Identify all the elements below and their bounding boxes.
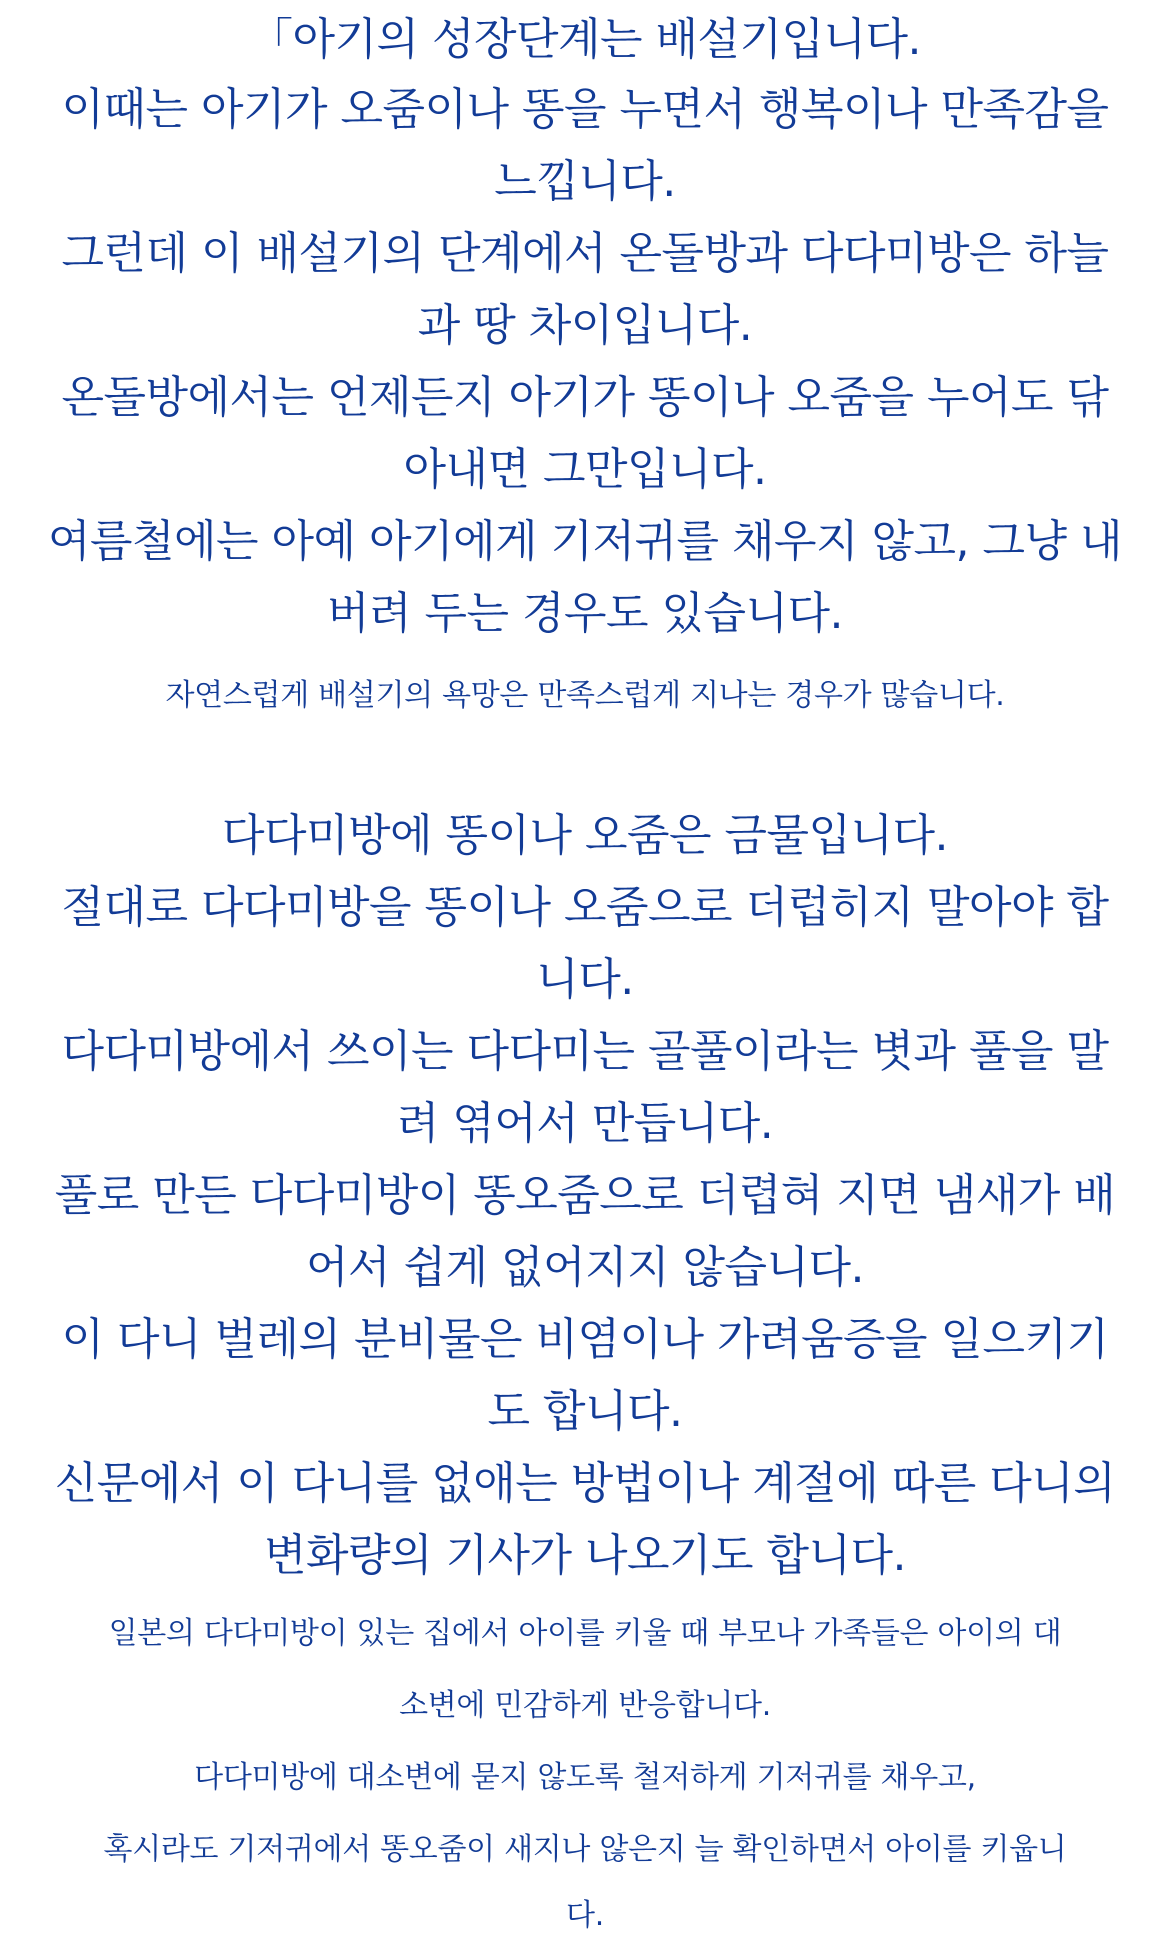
small-paragraph-line: 다. xyxy=(566,1898,604,1933)
paragraph-line: 아내면 그만입니다. xyxy=(403,444,767,495)
paragraph-line: 려 엮어서 만듭니다. xyxy=(396,1098,774,1149)
paragraph-line: 그런데 이 배설기의 단계에서 온돌방과 다다미방은 하늘 xyxy=(61,228,1109,279)
paragraph-line: 다다미방에 똥이나 오줌은 금물입니다. xyxy=(221,810,948,861)
paragraph-line: 「아기의 성장단계는 배설기입니다. xyxy=(248,14,921,65)
paragraph-line: 도 합니다. xyxy=(487,1386,683,1437)
paragraph-line: 니다. xyxy=(536,954,634,1005)
paragraph-line: 어서 쉽게 없어지지 않습니다. xyxy=(306,1242,864,1293)
small-paragraph-line: 일본의 다다미방이 있는 집에서 아이를 키울 때 부모나 가족들은 아이의 대 xyxy=(108,1616,1062,1651)
small-paragraph-line: 다다미방에 대소변에 묻지 않도록 철저하게 기저귀를 채우고, xyxy=(194,1760,976,1795)
paragraph-line: 느낍니다. xyxy=(494,156,676,207)
paragraph-line: 절대로 다다미방을 똥이나 오줌으로 더럽히지 말아야 합 xyxy=(61,882,1109,933)
paragraph-line: 변화량의 기사가 나오기도 합니다. xyxy=(264,1530,906,1581)
paragraph-line: 신문에서 이 다니를 없애는 방법이나 계절에 따른 다니의 xyxy=(54,1458,1116,1509)
small-paragraph-line: 소변에 민감하게 반응합니다. xyxy=(399,1688,771,1723)
small-paragraph-line: 자연스럽게 배설기의 욕망은 만족스럽게 지나는 경우가 많습니다. xyxy=(165,678,1005,713)
paragraph-line: 여름철에는 아예 아기에게 기저귀를 채우지 않고, 그냥 내 xyxy=(48,516,1122,567)
paragraph-line: 온돌방에서는 언제든지 아기가 똥이나 오줌을 누어도 닦 xyxy=(61,372,1109,423)
paragraph-line: 풀로 만든 다다미방이 똥오줌으로 더렵혀 지면 냄새가 배 xyxy=(54,1170,1116,1221)
paragraph-line: 버려 두는 경우도 있습니다. xyxy=(327,588,843,639)
paragraph-line: 이 다니 벌레의 분비물은 비염이나 가려움증을 일으키기 xyxy=(61,1314,1109,1365)
paragraph-line: 이때는 아기가 오줌이나 똥을 누면서 행복이나 만족감을 xyxy=(61,84,1109,135)
paragraph-line: 다다미방에서 쓰이는 다다미는 골풀이라는 볏과 풀을 말 xyxy=(61,1026,1109,1077)
small-paragraph-line: 혹시라도 기저귀에서 똥오줌이 새지나 않은지 늘 확인하면서 아이를 키웁니 xyxy=(103,1832,1067,1867)
paragraph-line: 과 땅 차이입니다. xyxy=(417,300,753,351)
